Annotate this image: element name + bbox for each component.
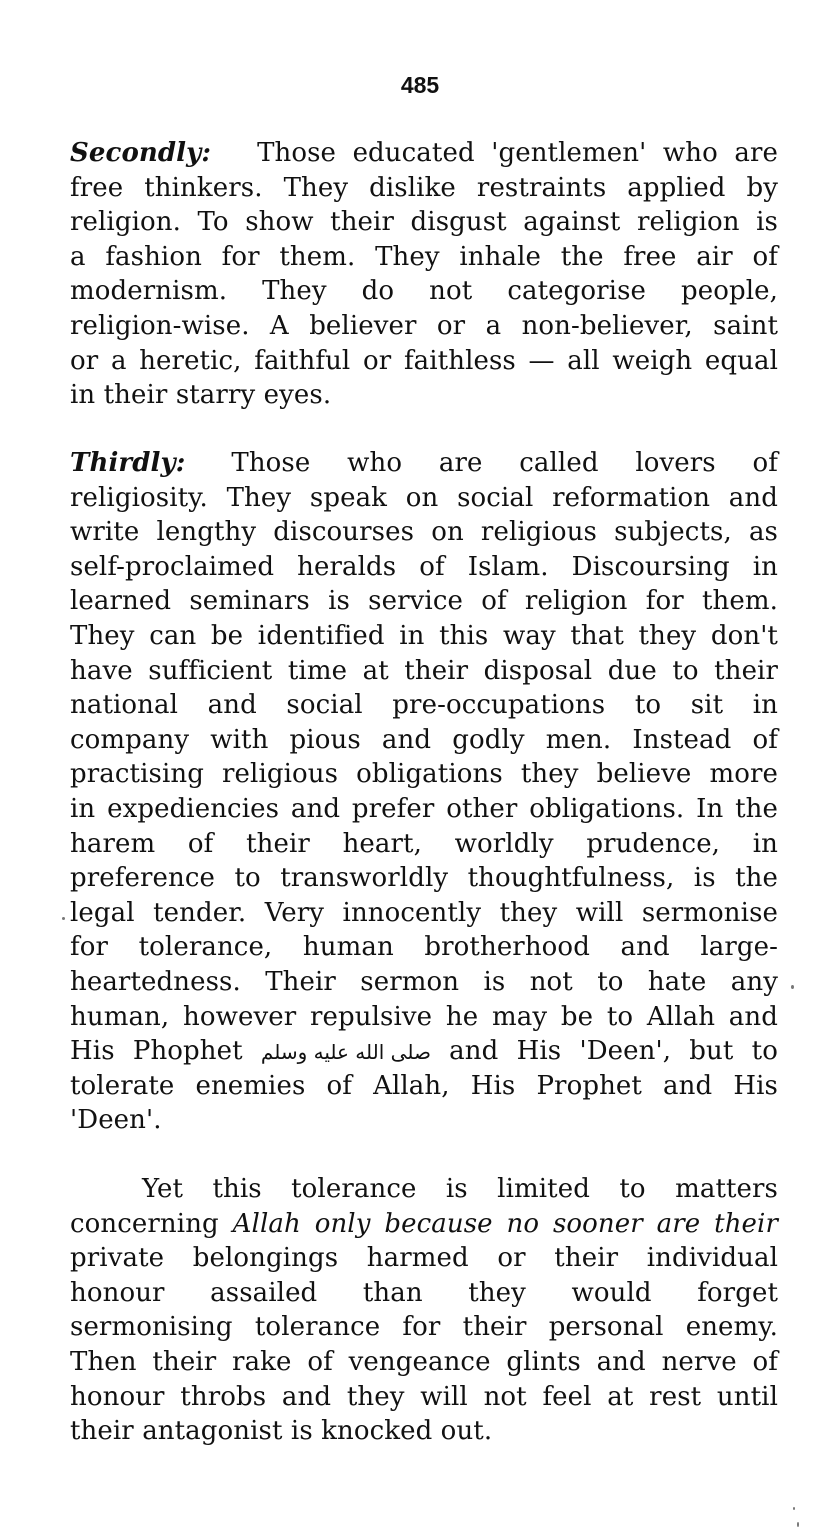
paragraph-thirdly: [70, 446, 778, 1138]
text-line: [70, 446, 778, 481]
text-line: modernism. They do not categorise people,: [70, 276, 778, 307]
text-line: heartedness. Their sermon is not to hate any: [70, 966, 778, 997]
text-line: honour throbs and they will not feel at rest until: [70, 1381, 778, 1412]
text-line: religion-wise. A believer or a non-believer, saint: [70, 310, 778, 341]
text-line: private belongings harmed or their individual: [70, 1243, 778, 1274]
text-line: have sufficient time at their disposal due to their: [70, 655, 778, 686]
text-line: harem of their heart, worldly prudence, in: [70, 828, 778, 859]
text-line: free thinkers. They dislike restraints applied by: [70, 172, 778, 203]
scan-speck: [791, 985, 794, 989]
text-line: 'Deen'.: [70, 1105, 162, 1136]
text-line: practising religious obligations they believe more: [70, 759, 778, 790]
text-line: self-proclaimed heralds of Islam. Discoursing in: [70, 551, 778, 582]
scan-speck: [793, 1507, 795, 1510]
text-line: a fashion for them. They inhale the free air of: [70, 241, 778, 272]
text-run: Those who are called lovers of: [231, 448, 778, 478]
scan-speck: [62, 917, 65, 920]
text-run: His Phophet: [70, 1036, 243, 1067]
text-line: religion. To show their disgust against religion is: [70, 207, 778, 238]
text-line: [70, 1207, 778, 1242]
scan-speck: [797, 1522, 799, 1527]
paragraph-secondly: [70, 136, 778, 413]
text-line: religiosity. They speak on social reformation and: [70, 482, 778, 513]
paragraph-label: Secondly:: [70, 138, 212, 168]
text-line: learned seminars is service of religion for them.: [70, 586, 778, 617]
text-line: in their starry eyes.: [70, 380, 332, 411]
page-number: 485: [400, 72, 440, 98]
text-line: company with pious and godly men. Instead of: [70, 724, 778, 755]
text-line: for tolerance, human brotherhood and large-: [70, 932, 778, 963]
arabic-salutation: صلى الله عليه وسلم: [260, 1040, 431, 1065]
text-run-italic: Allah only because no sooner are their: [232, 1208, 778, 1239]
text-line: tolerate enemies of Allah, His Prophet and His: [70, 1070, 778, 1101]
paragraph-label: Thirdly:: [70, 448, 186, 478]
text-line-prophet: [70, 1034, 778, 1069]
text-line: preference to transworldly thoughtfulness, is the: [70, 863, 778, 894]
text-run: Those educated 'gentlemen' who are: [257, 138, 778, 168]
text-line: national and social pre-occupations to sit in: [70, 690, 778, 721]
text-line: honour assailed than they would forget: [70, 1277, 778, 1308]
text-line: write lengthy discourses on religious subjects, as: [70, 517, 778, 548]
text-run: and His 'Deen', but to: [449, 1036, 778, 1067]
text-line: Yet this tolerance is limited to matters: [142, 1174, 778, 1204]
text-line: their antagonist is knocked out.: [70, 1416, 493, 1447]
text-line: or a heretic, faithful or faithless — all weigh equal: [70, 345, 778, 376]
text-line: Then their rake of vengeance glints and nerve of: [70, 1346, 778, 1377]
text-line: They can be identified in this way that they don't: [70, 620, 778, 651]
text-line: in expediencies and prefer other obligations. In the: [70, 793, 778, 824]
text-line: sermonising tolerance for their personal enemy.: [70, 1312, 778, 1343]
text-line: legal tender. Very innocently they will sermonise: [70, 897, 778, 928]
paragraph-yet: [70, 1172, 778, 1449]
text-run: concerning: [70, 1208, 219, 1239]
text-line: human, however repulsive he may be to Allah and: [70, 1001, 778, 1032]
text-line: [70, 136, 778, 171]
